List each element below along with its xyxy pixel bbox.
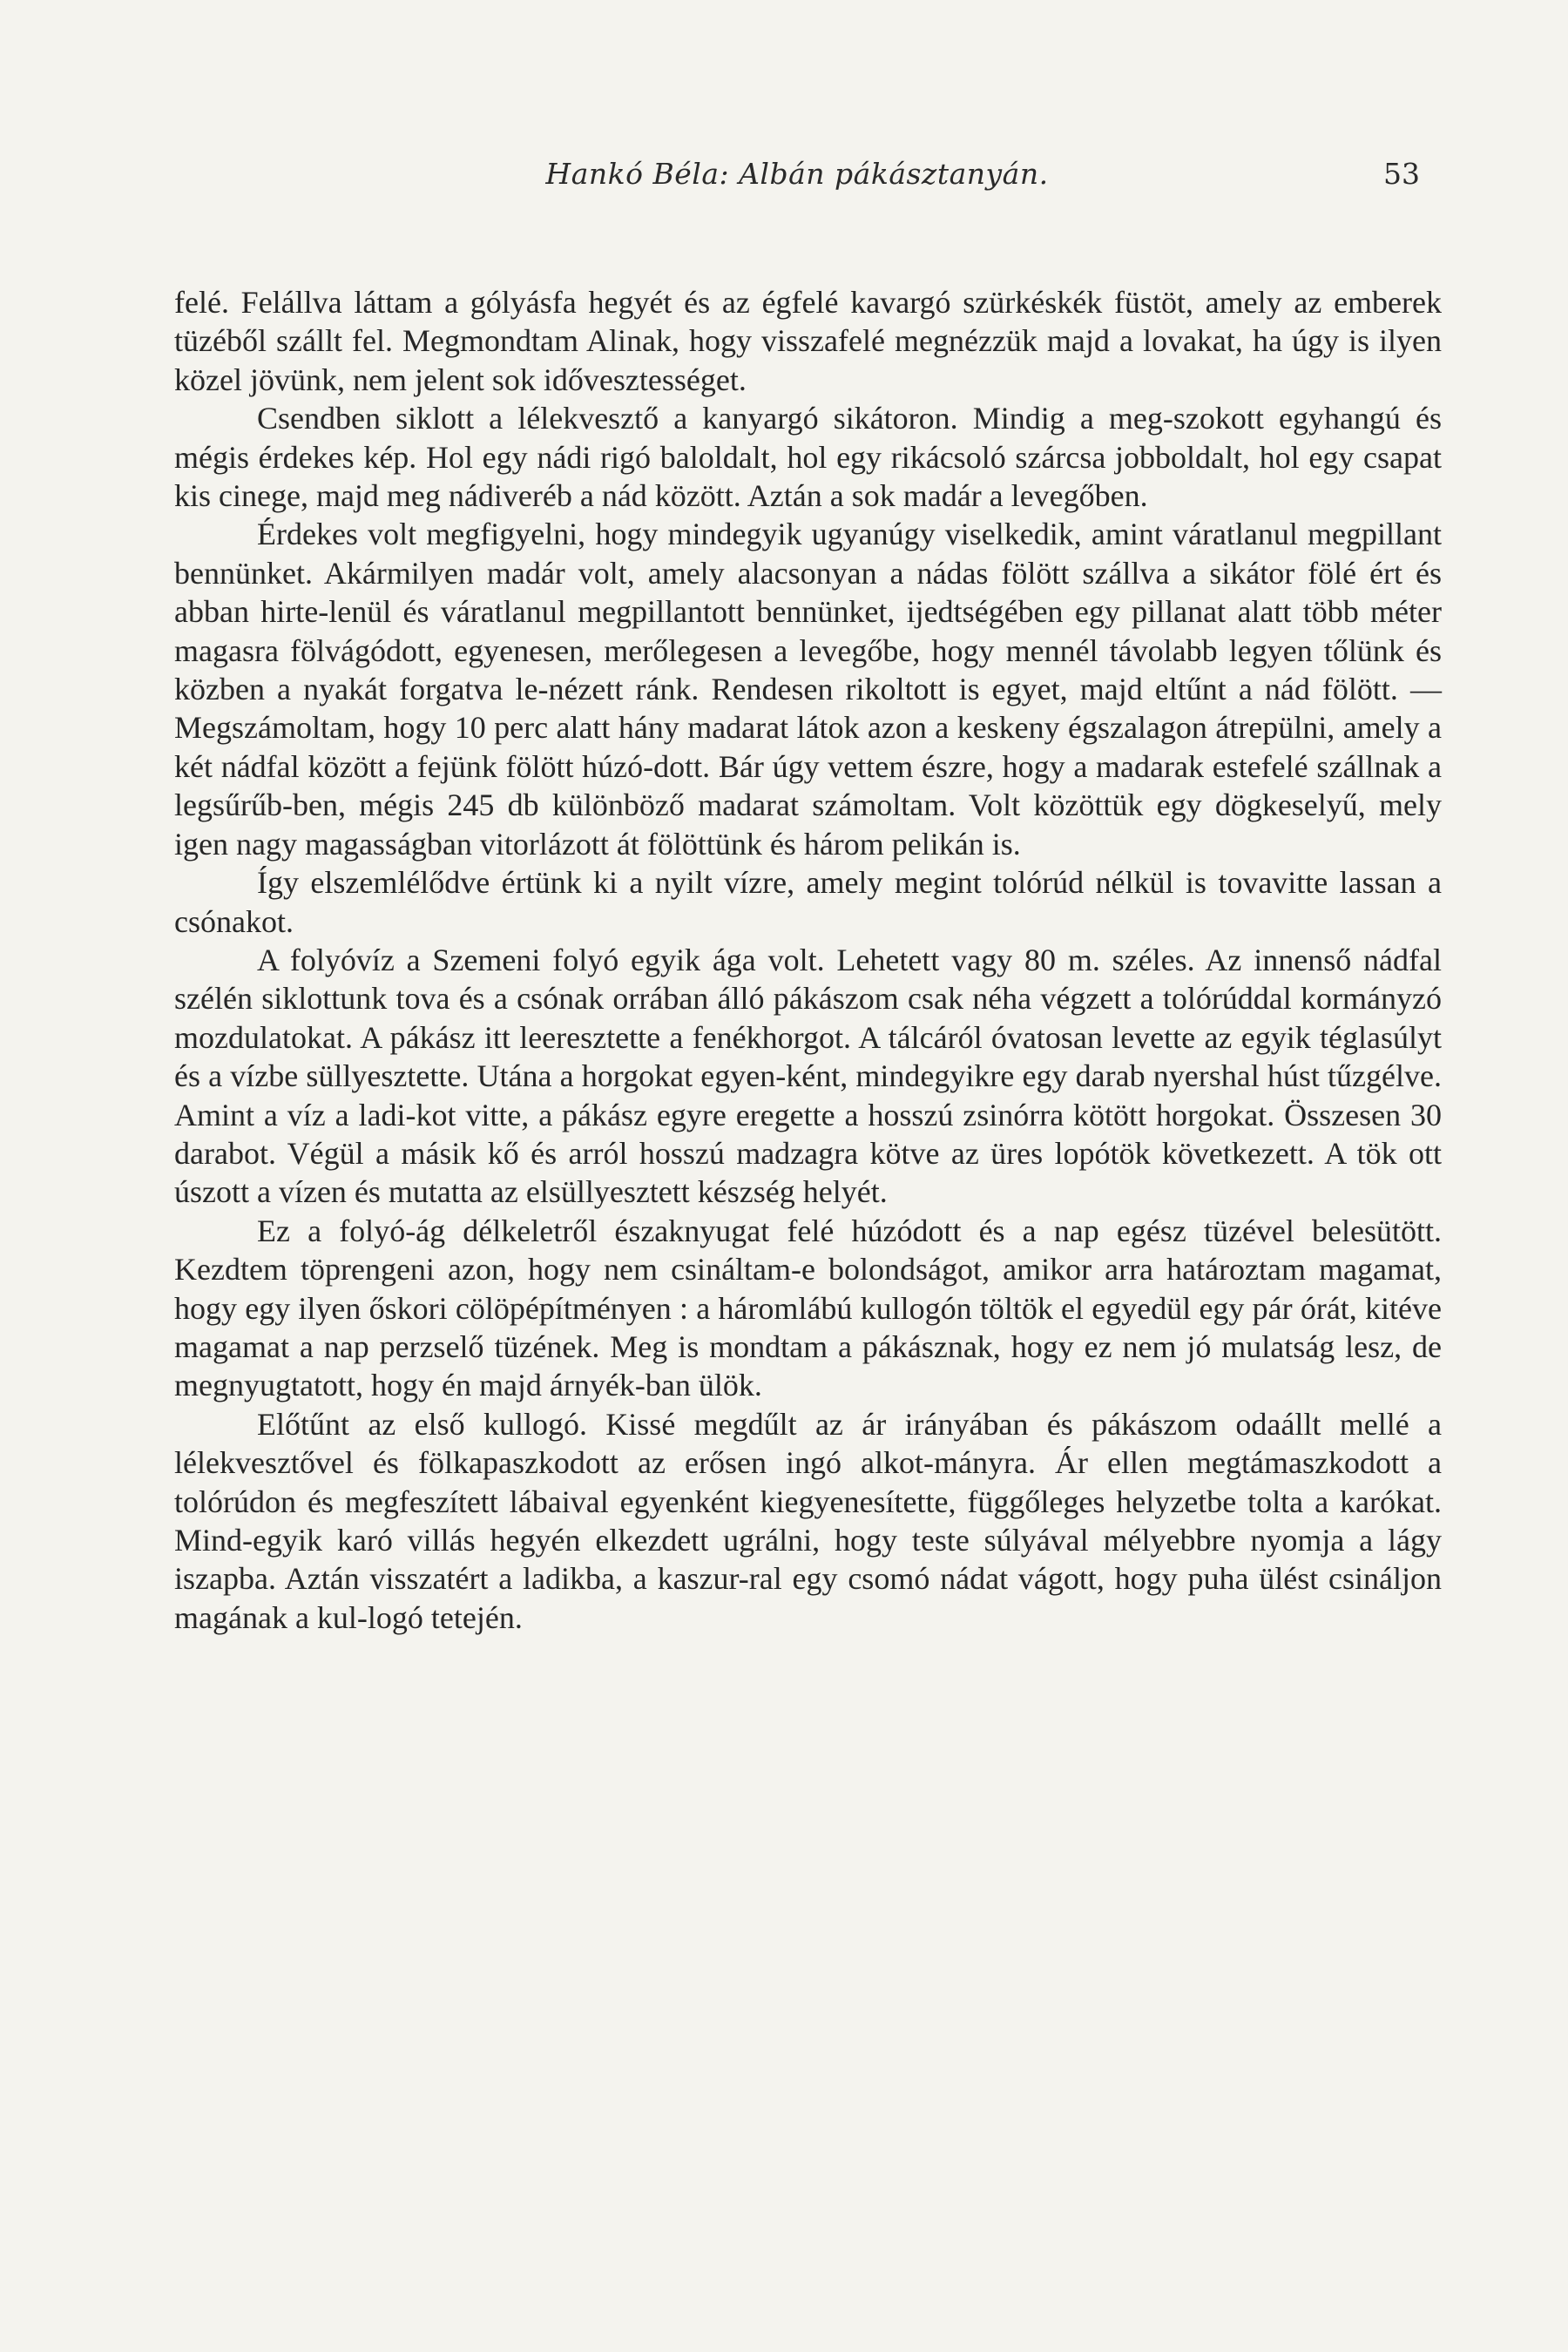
paragraph-continuation: felé. Felállva láttam a gólyásfa hegyét és az égfelé kavargó szürkéskék füstöt, amely az emberek tüzéből szállt fel. Megmondtam Alinak, hogy visszafelé megnézzük majd a lovakat, ha úgy is ilyen közel jövünk, nem jelent sok idővesztességet. (174, 285, 1442, 397)
paragraph: Érdekes volt megfigyelni, hogy mindegyik ugyanúgy viselkedik, amint váratlanul megpillant bennünket. Akármilyen madár volt, amely alacsonyan a nádas fölött szállva a sikátor fölé ért és abban hirte-lenül és váratlanul megpillantott bennünket, ijedtségében egy pillanat alatt több méter magasra fölvágódott, egyenesen, merőlegesen a levegőbe, hogy mennél távolabb legyen tőlünk és közben a nyakát forgatva le-nézett ránk. Rendesen rikoltott is egyet, majd eltűnt a nád fölött. — Megszámoltam, hogy 10 perc alatt hány madarat látok azon a keskeny égszalagon átrepülni, amely a két nádfal között a fejünk fölött húzó-dott. Bár úgy vettem észre, hogy a madarak estefelé szállnak a legsűrűb-ben, mégis 245 db különböző madarat számoltam. Volt közöttük egy dögkeselyű, mely igen nagy magasságban vitorlázott át fölöttünk és három pelikán is. (174, 517, 1442, 862)
running-title: Hankó Béla: Albán pákásztanyán. (545, 157, 1049, 191)
page-number: 53 (1383, 157, 1420, 191)
paragraph: Előtűnt az első kullogó. Kissé megdűlt az ár irányában és pákászom odaállt mellé a lélekvesztővel és fölkapaszkodott az erősen ingó alkot-mányra. Ár ellen megtámaszkodott a tolórúdon és megfeszített lábaival egyenként kiegyenesítette, függőleges helyzetbe tolta a karókat. Mind-egyik karó villás hegyén elkezdett ugrálni, hogy teste súlyával mélyebbre nyomja a lágy iszapba. Aztán visszatért a ladikba, a kaszur-ral egy csomó nádat vágott, hogy puha ülést csináljon magának a kul-logó tetején. (174, 1406, 1442, 1635)
body-text (174, 283, 1442, 1637)
paragraph: Így elszemlélődve értünk ki a nyilt vízre, amely megint tolórúd nélkül is tovavitte lassan a csónakot. (174, 865, 1442, 939)
paragraph: Ez a folyó-ág délkeletről északnyugat felé húzódott és a nap egész tüzével belesütött. Kezdtem töprengeni azon, hogy nem csináltam-e bolondságot, amikor arra határoztam magamat, hogy egy ilyen őskori cölöpépítményen : a háromlábú kullogón töltök el egyedül egy pár órát, kitéve magamat a nap perzselő tüzének. Meg is mondtam a pákásznak, hogy ez nem jó mulatság lesz, de megnyugtatott, hogy én majd árnyék-ban ülök. (174, 1213, 1442, 1403)
paragraph: A folyóvíz a Szemeni folyó egyik ága volt. Lehetett vagy 80 m. széles. Az innenső nádfal szélén siklottunk tova és a csónak orrában álló pákászom csak néha végzett a tolórúddal kormányzó mozdulatokat. A pákász itt leeresztette a fenékhorgot. A tálcáról óvatosan levette az egyik téglasúlyt és a vízbe süllyesztette. Utána a horgokat egyen-ként, mindegyikre egy darab nyershal húst tűzgélve. Amint a víz a ladi-kot vitte, a pákász egyre eregette a hosszú zsinórra kötött horgokat. Összesen 30 darabot. Végül a másik kő és arról hosszú madzagra kötve az üres lopótök következett. A tök ott úszott a vízen és mutatta az elsüllyesztett készség helyét. (174, 942, 1442, 1210)
paragraph: Csendben siklott a lélekvesztő a kanyargó sikátoron. Mindig a meg-szokott egyhangú és mégis érdekes kép. Hol egy nádi rigó baloldalt, hol egy rikácsoló szárcsa jobboldalt, hol egy csapat kis cinege, majd meg nádiveréb a nád között. Aztán a sok madár a levegőben. (174, 401, 1442, 514)
running-head (174, 157, 1420, 200)
